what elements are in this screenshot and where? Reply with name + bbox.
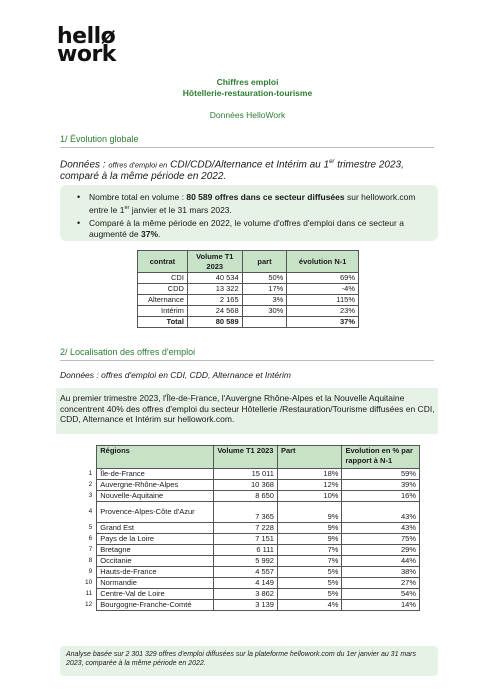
cell-index: 3 bbox=[82, 491, 97, 502]
cell-part: 9% bbox=[277, 523, 341, 534]
cell-part: 17% bbox=[242, 284, 287, 295]
bullet1-d: janvier et le 31 mars 2023. bbox=[131, 204, 232, 215]
header-part: part bbox=[242, 251, 287, 273]
cell-region: Normandie bbox=[97, 578, 214, 589]
intro-rest2: trimestre 2023, bbox=[337, 159, 404, 171]
cell-volume: 7 151 bbox=[214, 534, 278, 545]
bullet1-b: 80 589 offres dans ce secteur diffusées bbox=[186, 192, 345, 202]
bullet2-a: Comparé à la même période en 2022, le volume d'offres d'emploi dans ce secteur a augmenté de bbox=[89, 217, 404, 239]
cell-evolution: 23% bbox=[287, 306, 359, 317]
region-table-body bbox=[82, 469, 420, 611]
cell-evolution: 54% bbox=[342, 589, 420, 600]
cell-contrat: CDD bbox=[138, 284, 188, 295]
cell-contrat: Intérim bbox=[138, 306, 188, 317]
cell-evolution: 39% bbox=[342, 480, 420, 491]
header-contrat: contrat bbox=[138, 251, 188, 273]
table-row bbox=[82, 534, 420, 545]
cell-volume: 3 139 bbox=[214, 600, 278, 611]
bullet1-c: sur hellowork.com entre le 1 bbox=[89, 192, 416, 215]
cell-region: Île-de-France bbox=[97, 469, 214, 480]
section2-heading: 2/ Localisation des offres d'emploi bbox=[60, 347, 196, 357]
logo-line-2: work bbox=[57, 42, 116, 67]
section1-divider bbox=[60, 147, 434, 148]
cell-part: 9% bbox=[277, 502, 341, 523]
cell-part: 5% bbox=[277, 578, 341, 589]
table-row bbox=[82, 567, 420, 578]
table-row bbox=[138, 284, 359, 295]
table-row bbox=[82, 589, 420, 600]
table-row bbox=[82, 556, 420, 567]
cell-evolution: 43% bbox=[342, 523, 420, 534]
cell-volume: 4 149 bbox=[214, 578, 278, 589]
cell-volume: 3 862 bbox=[214, 589, 278, 600]
table-row bbox=[82, 469, 420, 480]
doc-source: Données HelloWork bbox=[209, 110, 286, 120]
table-total-row bbox=[138, 317, 359, 328]
bullet1-sup: er bbox=[124, 205, 130, 211]
cell-part: 5% bbox=[277, 589, 341, 600]
cell-index: 2 bbox=[82, 480, 97, 491]
region-table-header bbox=[82, 446, 420, 469]
cell-evolution: 59% bbox=[342, 469, 420, 480]
cell-part: 3% bbox=[242, 295, 287, 306]
cell-total-label: Total bbox=[138, 317, 188, 328]
cell-index: 10 bbox=[82, 578, 97, 589]
cell-part: 50% bbox=[242, 273, 287, 284]
logo-line-1: hellø bbox=[57, 24, 116, 49]
cell-evolution: 38% bbox=[342, 567, 420, 578]
hellowork-logo bbox=[57, 24, 147, 68]
cell-part: 5% bbox=[277, 567, 341, 578]
doc-title: Chiffres emploi bbox=[216, 77, 279, 87]
bullet2-c: . bbox=[158, 228, 161, 239]
contract-table bbox=[137, 250, 359, 328]
doc-subtitle: Hôtellerie-restauration-tourisme bbox=[182, 88, 313, 98]
region-table bbox=[82, 445, 420, 611]
intro-rest: CDI/CDD/Alternance et Intérim au 1 bbox=[170, 159, 330, 171]
cell-evolution: 16% bbox=[342, 491, 420, 502]
cell-region: Grand Est bbox=[97, 523, 214, 534]
cell-evolution: -4% bbox=[287, 284, 359, 295]
bullet2-b: 37% bbox=[141, 228, 159, 239]
table-row bbox=[82, 491, 420, 502]
cell-part: 30% bbox=[242, 306, 287, 317]
section2-donnees: Données : offres d'emploi en CDI, CDD, Alternance et Intérim bbox=[60, 370, 291, 380]
index-header bbox=[82, 446, 97, 469]
cell-region: Occitanie bbox=[97, 556, 214, 567]
cell-region: Provence-Alpes-Côte d'Azur bbox=[97, 502, 214, 523]
cell-total-evolution: 37% bbox=[287, 317, 359, 328]
cell-volume: 15 011 bbox=[214, 469, 278, 480]
footer-note: Analyse basée sur 2 301 329 offres d'emploi diffusées sur la plateforme hellowork.com du 1er janvier au 31 mars 2023, comparée à la même période en 2022. bbox=[60, 646, 438, 676]
cell-evolution: 69% bbox=[287, 273, 359, 284]
cell-total-volume: 80 589 bbox=[187, 317, 242, 328]
cell-index: 9 bbox=[82, 567, 97, 578]
table-row bbox=[138, 295, 359, 306]
cell-index: 4 bbox=[82, 502, 97, 523]
cell-index: 7 bbox=[82, 545, 97, 556]
table-row bbox=[138, 306, 359, 317]
header-evolution: Evolution en % par rapport à N-1 bbox=[342, 446, 420, 469]
cell-contrat: CDI bbox=[138, 273, 188, 284]
table-row bbox=[82, 480, 420, 491]
cell-volume: 7 228 bbox=[214, 523, 278, 534]
cell-part: 9% bbox=[277, 534, 341, 545]
cell-volume: 5 992 bbox=[214, 556, 278, 567]
cell-region: Centre-Val de Loire bbox=[97, 589, 214, 600]
section1-heading: 1/ Évolution globale bbox=[60, 134, 139, 144]
cell-evolution: 43% bbox=[342, 502, 420, 523]
cell-volume: 40 534 bbox=[187, 273, 242, 284]
cell-evolution: 27% bbox=[342, 578, 420, 589]
table-row bbox=[138, 273, 359, 284]
cell-region: Auvergne-Rhône-Alpes bbox=[97, 480, 214, 491]
cell-index: 1 bbox=[82, 469, 97, 480]
cell-evolution: 75% bbox=[342, 534, 420, 545]
cell-part: 7% bbox=[277, 545, 341, 556]
cell-evolution: 115% bbox=[287, 295, 359, 306]
table-row bbox=[82, 600, 420, 611]
cell-evolution: 29% bbox=[342, 545, 420, 556]
cell-evolution: 44% bbox=[342, 556, 420, 567]
cell-part: 12% bbox=[277, 480, 341, 491]
cell-index: 8 bbox=[82, 556, 97, 567]
section2-paragraph: Au premier trimestre 2023, l'Île-de-France, l'Auvergne Rhône-Alpes et la Nouvelle Aquitaine concentrent 40% des offres d'emploi du secteur Hôtellerie /Restauration/Tourisme diffusées en CDI, CDD, Alternance et Intérim sur hellowork.com. bbox=[60, 393, 435, 424]
cell-volume: 10 368 bbox=[214, 480, 278, 491]
cell-total-part bbox=[242, 317, 287, 328]
cell-volume: 4 557 bbox=[214, 567, 278, 578]
cell-index: 6 bbox=[82, 534, 97, 545]
header-regions: Régions bbox=[97, 446, 214, 469]
cell-contrat: Alternance bbox=[138, 295, 188, 306]
table-row bbox=[82, 523, 420, 534]
cell-volume: 24 568 bbox=[187, 306, 242, 317]
cell-region: Hauts-de-France bbox=[97, 567, 214, 578]
contract-table-header bbox=[138, 251, 359, 273]
section2-divider bbox=[60, 360, 434, 361]
cell-region: Nouvelle-Aquitaine bbox=[97, 491, 214, 502]
cell-part: 10% bbox=[277, 491, 341, 502]
header-part: Part bbox=[277, 446, 341, 469]
cell-part: 18% bbox=[277, 469, 341, 480]
table-row bbox=[82, 502, 420, 523]
cell-evolution: 14% bbox=[342, 600, 420, 611]
header-volume: Volume T1 2023 bbox=[214, 446, 278, 469]
cell-volume: 8 650 bbox=[214, 491, 278, 502]
summary-bullets bbox=[75, 192, 430, 242]
cell-volume: 13 322 bbox=[187, 284, 242, 295]
header-volume: Volume T1 2023 bbox=[187, 251, 242, 273]
cell-volume: 2 165 bbox=[187, 295, 242, 306]
bullet1-a: Nombre total en volume : bbox=[89, 192, 184, 202]
cell-volume: 7 365 bbox=[214, 502, 278, 523]
section1-intro bbox=[60, 156, 440, 183]
cell-volume: 6 111 bbox=[214, 545, 278, 556]
cell-part: 7% bbox=[277, 556, 341, 567]
cell-index: 12 bbox=[82, 600, 97, 611]
bullet-total bbox=[75, 192, 430, 216]
cell-region: Pays de la Loire bbox=[97, 534, 214, 545]
intro-small: offres d'emploi en bbox=[108, 160, 168, 170]
cell-region: Bourgogne-Franche-Comté bbox=[97, 600, 214, 611]
cell-part: 4% bbox=[277, 600, 341, 611]
cell-index: 11 bbox=[82, 589, 97, 600]
intro-prefix: Données : bbox=[60, 159, 106, 171]
bullet-evolution bbox=[75, 218, 430, 240]
intro-sup: er bbox=[329, 159, 335, 165]
intro-line2: comparé à la même période en 2022. bbox=[60, 171, 227, 183]
cell-index: 5 bbox=[82, 523, 97, 534]
table-row bbox=[82, 545, 420, 556]
cell-region: Bretagne bbox=[97, 545, 214, 556]
header-evolution: évolution N-1 bbox=[287, 251, 359, 273]
table-row bbox=[82, 578, 420, 589]
